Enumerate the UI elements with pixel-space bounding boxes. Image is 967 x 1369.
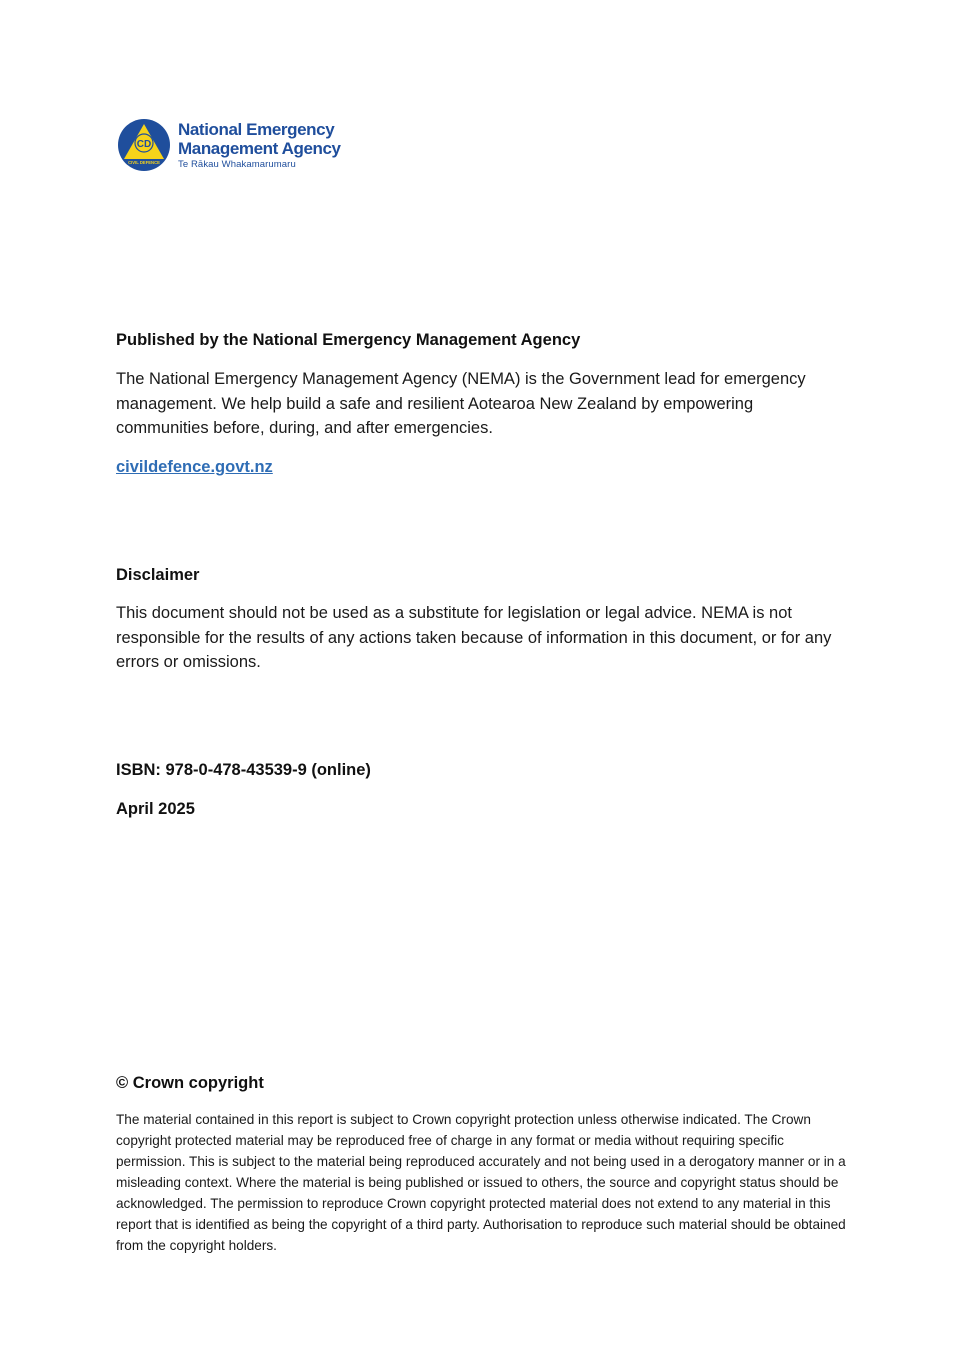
nema-logo [117,118,341,172]
emblem-ring-text: CIVIL DEFENCE [128,160,160,165]
civildefence-link[interactable]: civildefence.govt.nz [116,458,273,476]
isbn: ISBN: 978-0-478-43539-9 (online) [116,761,371,779]
published-body: The National Emergency Management Agency (NEMA) is the Government lead for emergency management. We help build a safe and resilient Aotearoa New Zealand by empowering communities before, during, and after emergencies. [116,370,806,437]
logo-name-line2: Management Agency [178,139,341,158]
emblem-text: CD [136,139,152,150]
copyright-heading: © Crown copyright [116,1074,264,1092]
publication-date: April 2025 [116,800,195,818]
logo-name-line1: National Emergency [178,120,335,139]
logo-wordmark [178,120,341,170]
logo-name-line3: Te Rākau Whakamarumaru [178,159,296,170]
civil-defence-emblem-icon [117,118,171,172]
published-heading: Published by the National Emergency Management Agency [116,331,581,349]
disclaimer-body: This document should not be used as a substitute for legislation or legal advice. NEMA is not responsible for the results of any actions taken because of information in this document, or for any errors or omissions. [116,604,832,671]
disclaimer-heading: Disclaimer [116,566,200,584]
copyright-body: The material contained in this report is subject to Crown copyright protection unless otherwise indicated. The Crown copyright protected material may be reproduced free of charge in any format or media without requiring specific permission. This is subject to the material being reproduced accurately and not being used in a derogatory manner or in a misleading context. Where the material is being published or issued to others, the source and copyright status should be acknowledged. The permission to reproduce Crown copyright protected material does not extend to any material in this report that is identified as being the copyright of a third party. Authorisation to reproduce such material should be obtained from the copyright holders. [116,1112,846,1253]
